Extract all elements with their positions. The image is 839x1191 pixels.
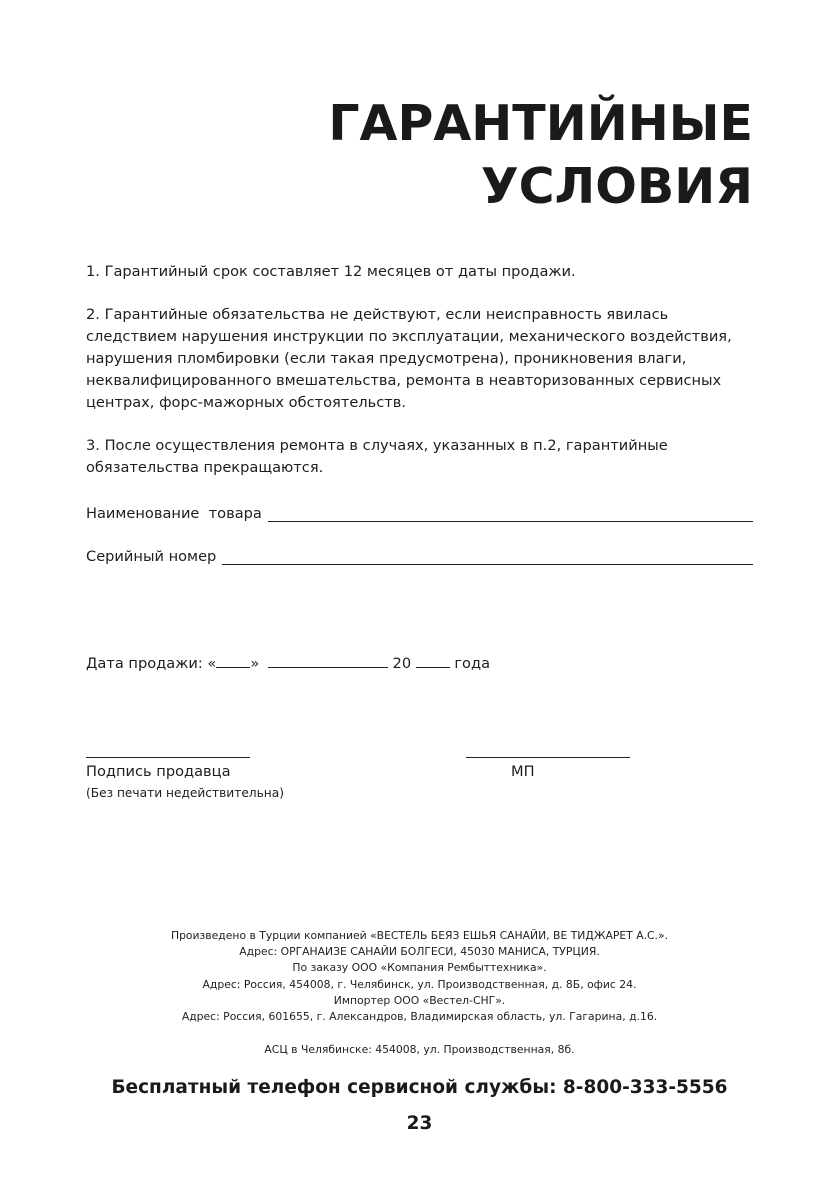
serial-number-label: Серийный номер [86, 548, 217, 565]
sale-date-label: Дата продажи: « [86, 655, 217, 672]
product-name-field [86, 498, 753, 524]
manufacturer-info [0, 928, 839, 1025]
product-name-label: Наименование товара [86, 505, 262, 522]
manufacturer-line: Импортер ООО «Вестел-СНГ». [333, 993, 506, 1007]
manufacturer-line: Адрес: Россия, 601655, г. Александров, Владимирская область, ул. Гагарина, д.16. [181, 1010, 658, 1024]
condition-3: 3. После осуществления ремонта в случаях, указанных в п.2, гарантийные обязательства прекращаются. [86, 437, 668, 476]
condition-2: 2. Гарантийные обязательства не действуют, если неисправность явилась следствием нарушения инструкции по эксплуатации, механического воздействия, нарушения пломбировки (если такая предусмотрена), проникновения влаги, неквалифицированного вмешательства, ремонта в неавторизованных сервисных центрах, форс-мажорных обстоятельств. [86, 306, 732, 411]
sale-month-blank[interactable] [268, 653, 388, 668]
manufacturer-line: Адрес: ОРГАНАИЗЕ САНАЙИ БОЛГЕСИ, 45030 МАНИСА, ТУРЦИЯ. [239, 945, 600, 959]
title-line-1: ГАРАНТИЙНЫЕ [328, 95, 753, 152]
title-line-2: УСЛОВИЯ [480, 158, 753, 215]
seller-signature-note: (Без печати недействительна) [86, 786, 284, 800]
condition-1: 1. Гарантийный срок составляет 12 месяцев от даты продажи. [86, 263, 576, 280]
service-center-address: АСЦ в Челябинске: 454008, ул. Производственная, 8б. [264, 1043, 575, 1056]
seller-signature-label: Подпись продавца [86, 763, 231, 780]
serial-number-line[interactable] [222, 544, 753, 565]
sale-date-close-quote: » [250, 655, 260, 672]
manufacturer-line: По заказу ООО «Компания Рембыттехника». [292, 961, 547, 975]
seller-signature-line[interactable] [86, 757, 250, 758]
manufacturer-line: Адрес: Россия, 454008, г. Челябинск, ул. Производственная, д. 8Б, офис 24. [202, 977, 637, 991]
sale-date-row [86, 653, 490, 672]
sale-day-blank[interactable] [216, 653, 250, 668]
stamp-line [466, 757, 630, 758]
product-name-line[interactable] [268, 501, 753, 522]
page-title [328, 92, 753, 218]
serial-number-field [86, 541, 753, 567]
sale-year-prefix: 20 [392, 655, 412, 672]
sale-year-blank[interactable] [416, 653, 450, 668]
stamp-label: МП [511, 763, 535, 780]
page-number: 23 [406, 1113, 433, 1134]
manufacturer-line: Произведено в Турции компанией «ВЕСТЕЛЬ БЕЯЗ ЕШЬЯ САНАЙИ, ВЕ ТИДЖАРЕТ А.С.». [170, 929, 669, 942]
sale-year-suffix: года [454, 655, 491, 672]
hotline-phone: Бесплатный телефон сервисной службы: 8-800-333-5556 [111, 1077, 728, 1098]
